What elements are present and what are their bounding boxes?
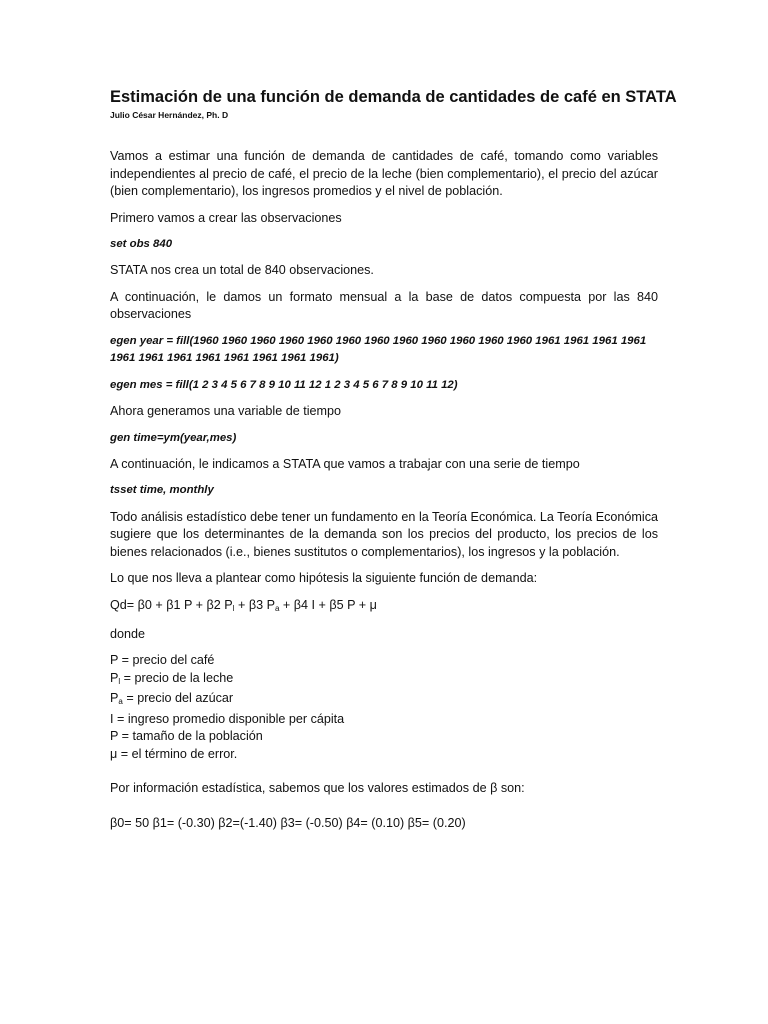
step2-text: A continuación, le damos un formato mensual a la base de datos compuesta por las 840 observaciones [110, 289, 658, 322]
hypothesis-text: Lo que nos lleva a plantear como hipótesis la siguiente función de demanda: [110, 571, 538, 586]
definition-subscript: l [118, 676, 121, 686]
step1-result: STATA nos crea un total de 840 observaciones. [110, 263, 374, 278]
demand-equation [110, 597, 658, 618]
definition-item: μ = el término de error. [110, 746, 238, 761]
document-page [110, 86, 677, 841]
document-title: Estimación de una función de demanda de cantidades de café en STATA [110, 88, 677, 106]
definition-item: P = precio del café [110, 653, 215, 668]
document-author: Julio César Hernández, Ph. D [110, 110, 229, 120]
spacer [110, 121, 658, 148]
definitions-list [110, 652, 658, 763]
step4-code: tsset time, monthly [110, 484, 214, 497]
where-label: donde [110, 627, 146, 642]
step1-code: set obs 840 [110, 237, 173, 250]
estimates-text: Por información estadística, sabemos que los valores estimados de β son: [110, 781, 525, 796]
definition-subscript: a [118, 697, 123, 707]
equation-subscript: a [274, 603, 280, 613]
definition-item: I = ingreso promedio disponible per cápita [110, 711, 345, 726]
step3-code: gen time=ym(year,mes) [110, 431, 237, 444]
step1-text: Primero vamos a crear las observaciones [110, 210, 342, 225]
definition-item [110, 690, 658, 711]
step4-text: A continuación, le indicamos a STATA que vamos a trabajar con una serie de tiempo [110, 456, 580, 471]
estimates-values: β0= 50 β1= (-0.30) β2=(-1.40) β3= (-0.50) β4= (0.10) β5= (0.20) [110, 815, 466, 830]
step2-code-mes: egen mes = fill(1 2 3 4 5 6 7 8 9 10 11 12 1 2 3 4 5 6 7 8 9 10 11 12) [110, 378, 458, 391]
definition-text: = precio de la leche [120, 670, 234, 685]
definition-item: P = tamaño de la población [110, 729, 263, 744]
equation-part: + β3 P [234, 597, 275, 612]
equation-part: Qd= β0 + β1 P + β2 P [110, 597, 233, 612]
step2-code-year: egen year = fill(1960 1960 1960 1960 1960 1960 1960 1960 1960 1960 1960 1960 1961 1961 1961 1961 1961 1961 1961 1961 1961 1961 1961 1961) [110, 334, 647, 365]
equation-part: + β4 I + β5 P + μ [279, 597, 377, 612]
theory-paragraph: Todo análisis estadístico debe tener un fundamento en la Teoría Económica. La Teoría Económica sugiere que los determinantes de la demanda son los precios del producto, los precios de los bienes relacionados (i.e., bienes sustitutos o complementarios), los ingresos y la población. [110, 509, 658, 559]
definition-symbol: P [110, 691, 119, 706]
definition-text: = precio del azúcar [122, 691, 234, 706]
equation-subscript: l [232, 603, 235, 613]
step3-text: Ahora generamos una variable de tiempo [110, 404, 342, 419]
definition-symbol: P [110, 670, 119, 685]
spacer [110, 807, 658, 815]
spacer [110, 772, 658, 780]
definition-item [110, 670, 658, 691]
intro-paragraph: Vamos a estimar una función de demanda de cantidades de café, tomando como variables independientes al precio de café, el precio de la leche (bien complementario), el precio del azúcar (bien complementario), los ingresos promedios y el nivel de población. [110, 149, 658, 199]
